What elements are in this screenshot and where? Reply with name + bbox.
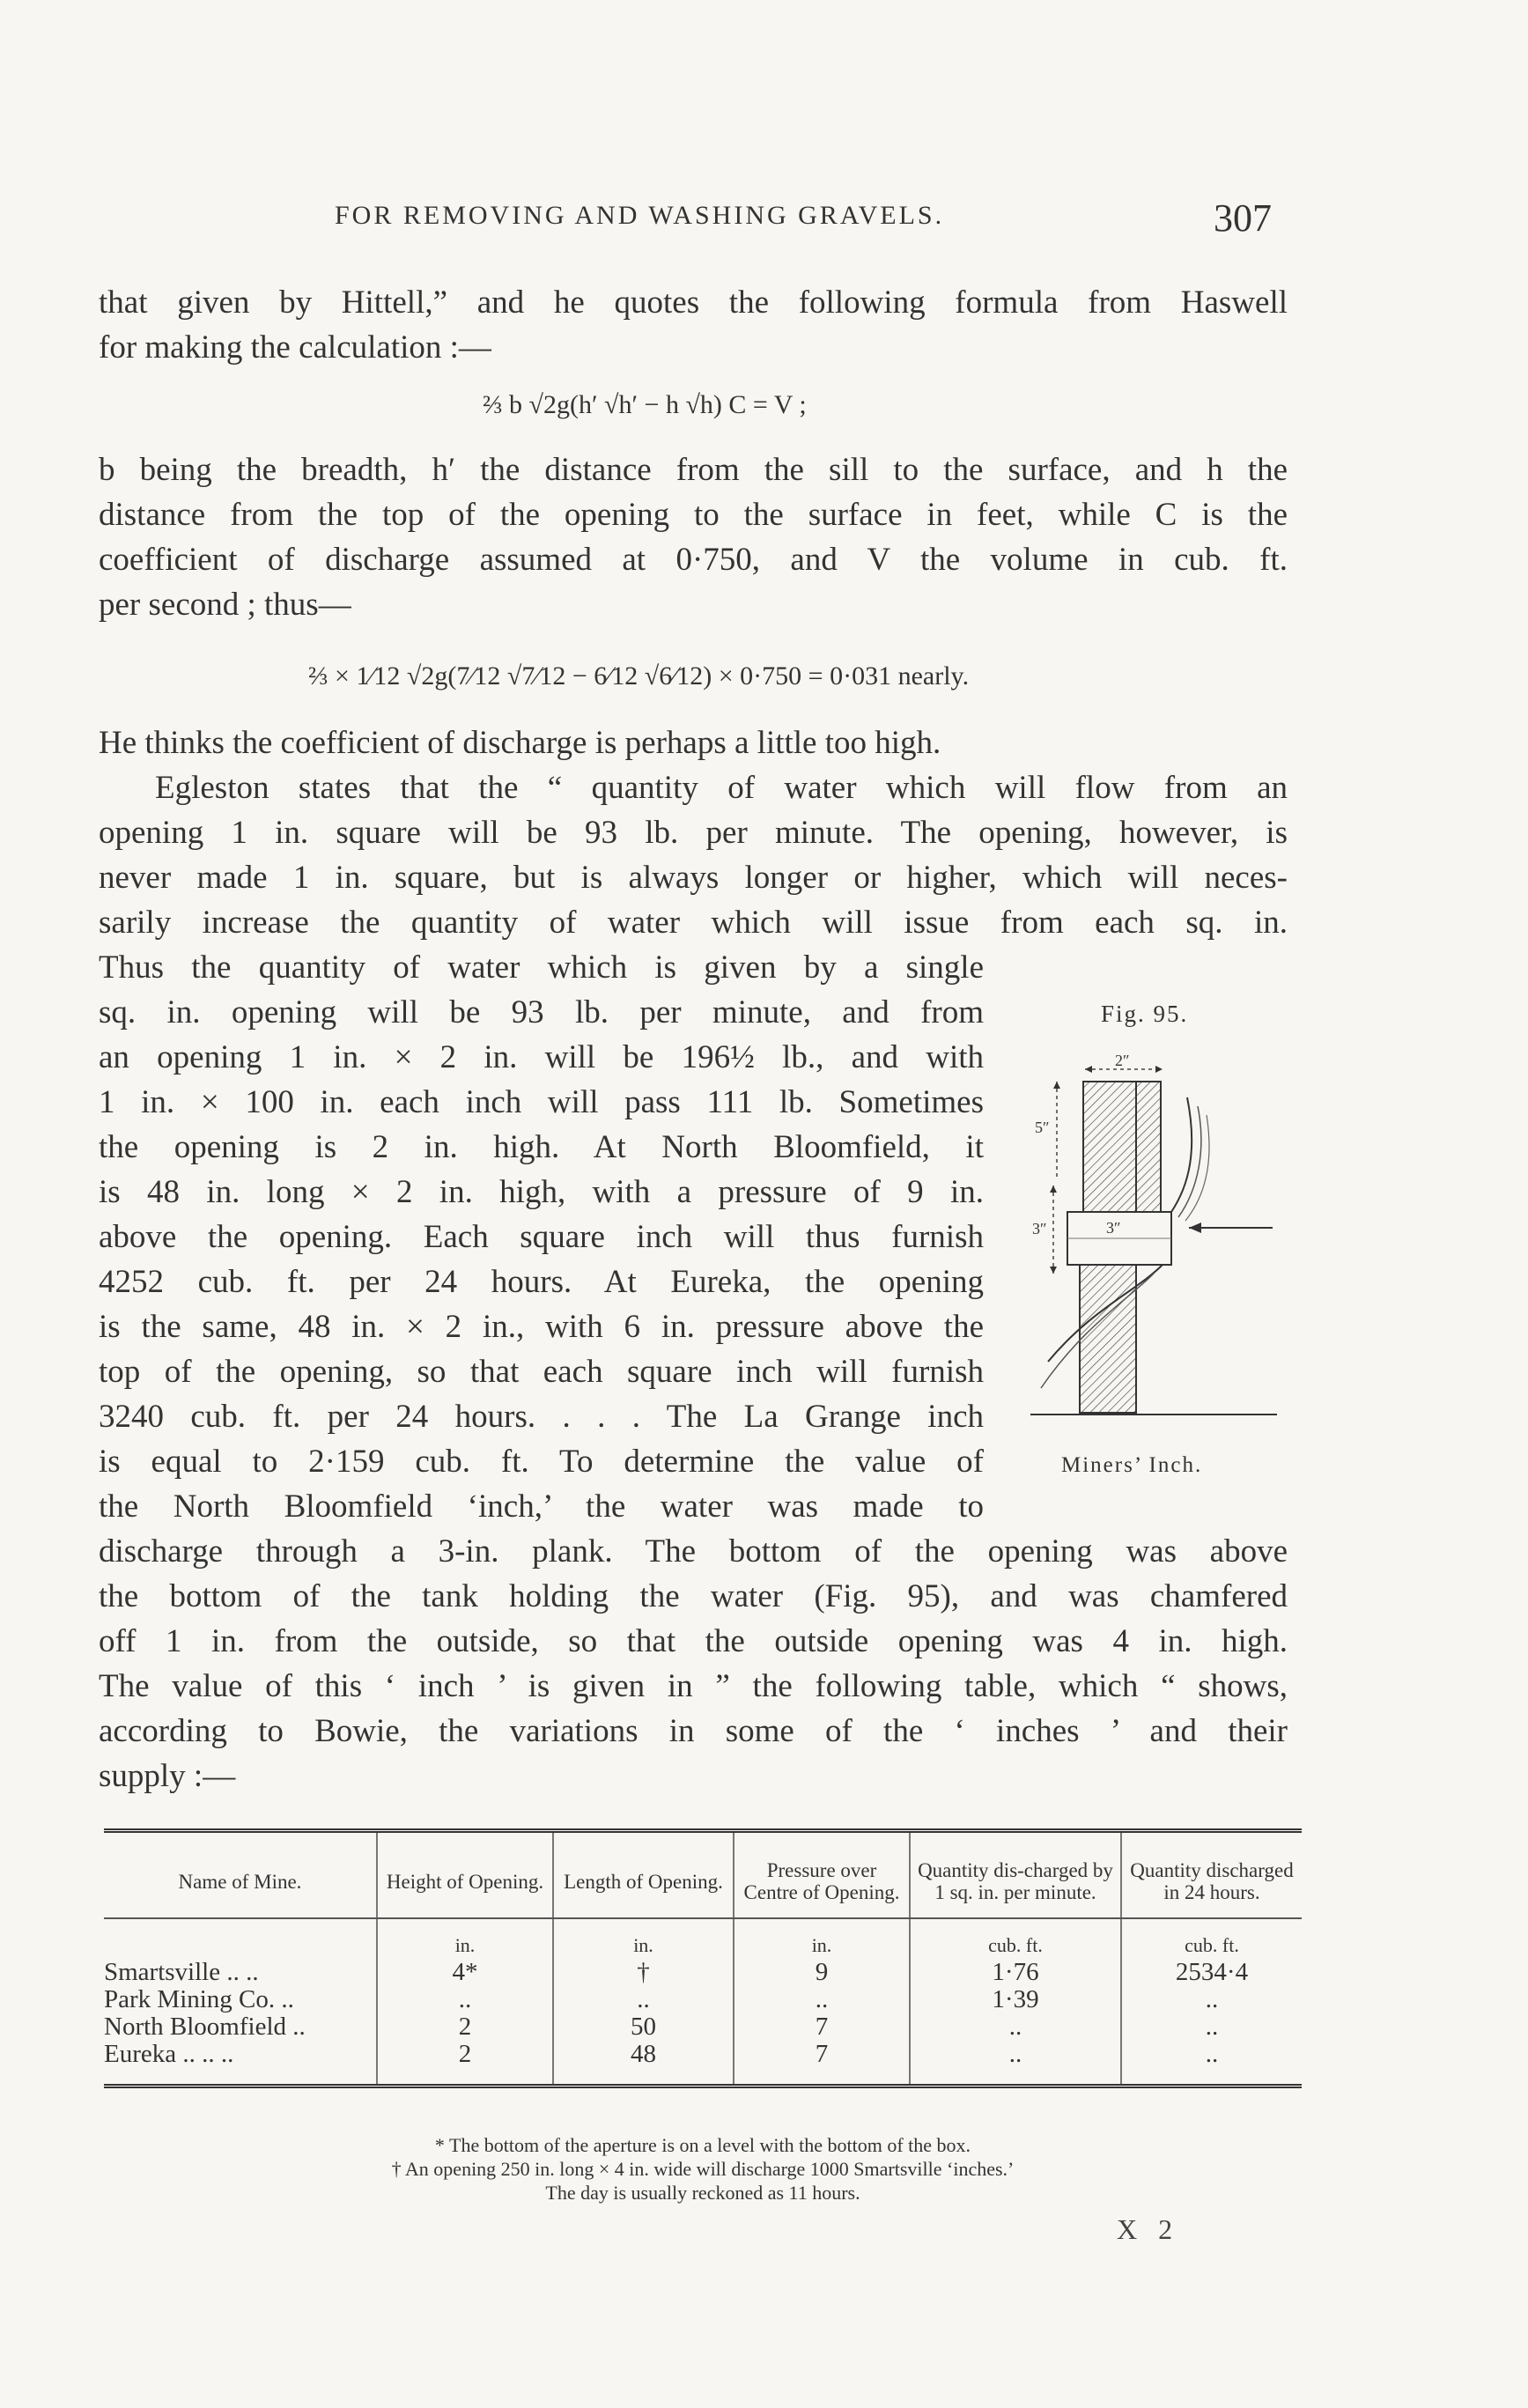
unit-cell: in.	[734, 1918, 910, 1959]
text-line: sarily increase the quantity of water which will issue from each sq. in.	[99, 905, 1288, 941]
cell: ..	[1121, 2041, 1302, 2087]
text-line: an opening 1 in. × 2 in. will be 196½ lb., and with	[99, 1039, 984, 1075]
header-length: Length of Opening.	[553, 1831, 734, 1919]
footnotes	[104, 2133, 1302, 2205]
page-number: 307	[1214, 196, 1272, 240]
cell: 7	[734, 2041, 910, 2087]
unit-cell: cub. ft.	[1121, 1918, 1302, 1959]
unit-cell	[104, 1918, 377, 1959]
upper-plank-face	[1136, 1082, 1161, 1212]
text-line: that given by Hittell,” and he quotes the following formula from Haswell	[99, 284, 1288, 321]
text-line: the bottom of the tank holding the water (Fig. 95), and was chamfered	[99, 1578, 1288, 1614]
text-line: per second ; thus—	[99, 587, 351, 623]
cell: ..	[910, 2041, 1121, 2087]
text-line: discharge through a 3-in. plank. The bottom of the opening was above	[99, 1533, 1288, 1570]
lower-plank	[1080, 1265, 1136, 1413]
text-line: never made 1 in. square, but is always longer or higher, which will neces-	[99, 860, 1288, 896]
text-line: Thus the quantity of water which is given by a single	[99, 949, 984, 986]
text-line: 3240 cub. ft. per 24 hours. . . . The La Grange inch	[99, 1399, 984, 1435]
paragraph-3-top	[99, 720, 1288, 945]
text-line: off 1 in. from the outside, so that the outside opening was 4 in. high.	[99, 1623, 1288, 1659]
text-line: sq. in. opening will be 93 lb. per minute, and from	[99, 994, 984, 1030]
unit-cell: cub. ft.	[910, 1918, 1121, 1959]
cell: 4*	[377, 1959, 553, 1986]
text-line: is equal to 2·159 cub. ft. To determine the value of	[99, 1444, 984, 1480]
cell-mine: Smartsville .. ..	[104, 1958, 259, 1986]
cell: ..	[1121, 2013, 1302, 2041]
cell: ..	[553, 1986, 734, 2013]
cell: †	[553, 1959, 734, 1986]
cell: 2	[377, 2041, 553, 2087]
dim-mid-text: 3″	[1106, 1219, 1121, 1237]
upper-plank	[1083, 1082, 1136, 1212]
text-line: opening 1 in. square will be 93 lb. per minute. The opening, however, is	[99, 815, 1288, 851]
cell: 1·76	[910, 1959, 1121, 1986]
paragraph-1	[99, 280, 1288, 370]
text-line: The value of this ‘ inch ’ is given in ” the following table, which “ shows,	[99, 1668, 1288, 1704]
header-height: Height of Opening.	[377, 1831, 553, 1919]
cell: 48	[553, 2041, 734, 2087]
table-bottom-rule	[104, 2087, 1302, 2093]
text-line: 4252 cub. ft. per 24 hours. At Eureka, the opening	[99, 1264, 984, 1300]
cell-mine: Park Mining Co. ..	[104, 1985, 294, 2013]
cell: 7	[734, 2013, 910, 2041]
cell: 2534·4	[1121, 1959, 1302, 1986]
dimension-top	[1085, 1052, 1163, 1073]
paragraph-3-bottom	[99, 1529, 1288, 1799]
paragraph-2	[99, 447, 1288, 627]
water-surface-curve	[1171, 1097, 1192, 1212]
text-line: the opening is 2 in. high. At North Bloomfield, it	[99, 1129, 984, 1165]
text-line: supply :—	[99, 1758, 236, 1794]
formula-calculation: ⅔ × 1⁄12 √2g(7⁄12 √7⁄12 − 6⁄12 √6⁄12) × 0·750 = 0·031 nearly.	[308, 661, 970, 691]
dim-left-lower-text: 3″	[1032, 1220, 1047, 1237]
footnote-dagger: † An opening 250 in. long × 4 in. wide will discharge 1000 Smartsville ‘inches.’	[391, 2158, 1015, 2180]
footnote-day: The day is usually reckoned as 11 hours.	[545, 2182, 860, 2204]
table-row	[104, 1959, 1302, 1986]
text-line: 1 in. × 100 in. each inch will pass 111 lb. Sometimes	[99, 1084, 984, 1120]
dim-top-text: 2″	[1115, 1052, 1130, 1069]
formula-haswell: ⅔ b √2g(h′ √h′ − h √h) C = V ;	[483, 390, 807, 419]
cell: 2	[377, 2013, 553, 2041]
cell: ..	[1121, 1986, 1302, 2013]
dimension-left	[1032, 1082, 1060, 1274]
mines-table	[104, 1828, 1302, 2092]
text-line: above the opening. Each square inch will thus furnish	[99, 1219, 984, 1255]
figure-caption: Miners’ Inch.	[1061, 1453, 1203, 1477]
table-row	[104, 1986, 1302, 2013]
units-row	[104, 1918, 1302, 1959]
mines-table-wrap	[104, 1828, 1302, 2092]
running-head: FOR REMOVING AND WASHING GRAVELS.	[335, 201, 945, 230]
header-quantity-minute: Quantity dis-charged by 1 sq. in. per minute.	[910, 1831, 1121, 1919]
signature-mark: X 2	[1117, 2213, 1180, 2245]
text-line: Egleston states that the “ quantity of water which will flow from an	[155, 770, 1288, 806]
text-line: He thinks the coefficient of discharge is perhaps a little too high.	[99, 725, 941, 761]
header-pressure: Pressure over Centre of Opening.	[734, 1831, 910, 1919]
header-name: Name of Mine.	[104, 1831, 377, 1919]
text-line: b being the breadth, h′ the distance from the sill to the surface, and h the	[99, 452, 1288, 488]
cell-mine: Eureka .. .. ..	[104, 2040, 234, 2068]
cell: 50	[553, 2013, 734, 2041]
cell: ..	[377, 1986, 553, 2013]
text-line: top of the opening, so that each square inch will furnish	[99, 1354, 984, 1390]
text-line: is 48 in. long × 2 in. high, with a pressure of 9 in.	[99, 1174, 984, 1210]
paragraph-3-narrow	[99, 945, 984, 1529]
miners-inch-diagram	[1030, 1045, 1277, 1441]
text-line: according to Bowie, the variations in some of the ‘ inches ’ and their	[99, 1713, 1288, 1749]
text-line: is the same, 48 in. × 2 in., with 6 in. pressure above the	[99, 1309, 984, 1345]
table-row	[104, 2041, 1302, 2087]
footnote-asterisk: * The bottom of the aperture is on a level with the bottom of the box.	[434, 2134, 971, 2156]
unit-cell: in.	[553, 1918, 734, 1959]
text-line: coefficient of discharge assumed at 0·750, and V the volume in cub. ft.	[99, 542, 1288, 578]
text-line: for making the calculation :—	[99, 329, 491, 366]
cell: 9	[734, 1959, 910, 1986]
text-line: distance from the top of the opening to the surface in feet, while C is the	[99, 497, 1288, 533]
table-header-row	[104, 1831, 1302, 1919]
dim-left-upper-text: 5″	[1035, 1119, 1050, 1136]
header-quantity-24h: Quantity discharged in 24 hours.	[1121, 1831, 1302, 1919]
figure-label: Fig. 95.	[1101, 1001, 1189, 1027]
text-line: the North Bloomfield ‘inch,’ the water was made to	[99, 1488, 984, 1525]
cell-mine: North Bloomfield ..	[104, 2013, 306, 2041]
unit-cell: in.	[377, 1918, 553, 1959]
cell: 1·39	[910, 1986, 1121, 2013]
cell: ..	[734, 1986, 910, 2013]
cell: ..	[910, 2013, 1121, 2041]
table-row	[104, 2013, 1302, 2041]
